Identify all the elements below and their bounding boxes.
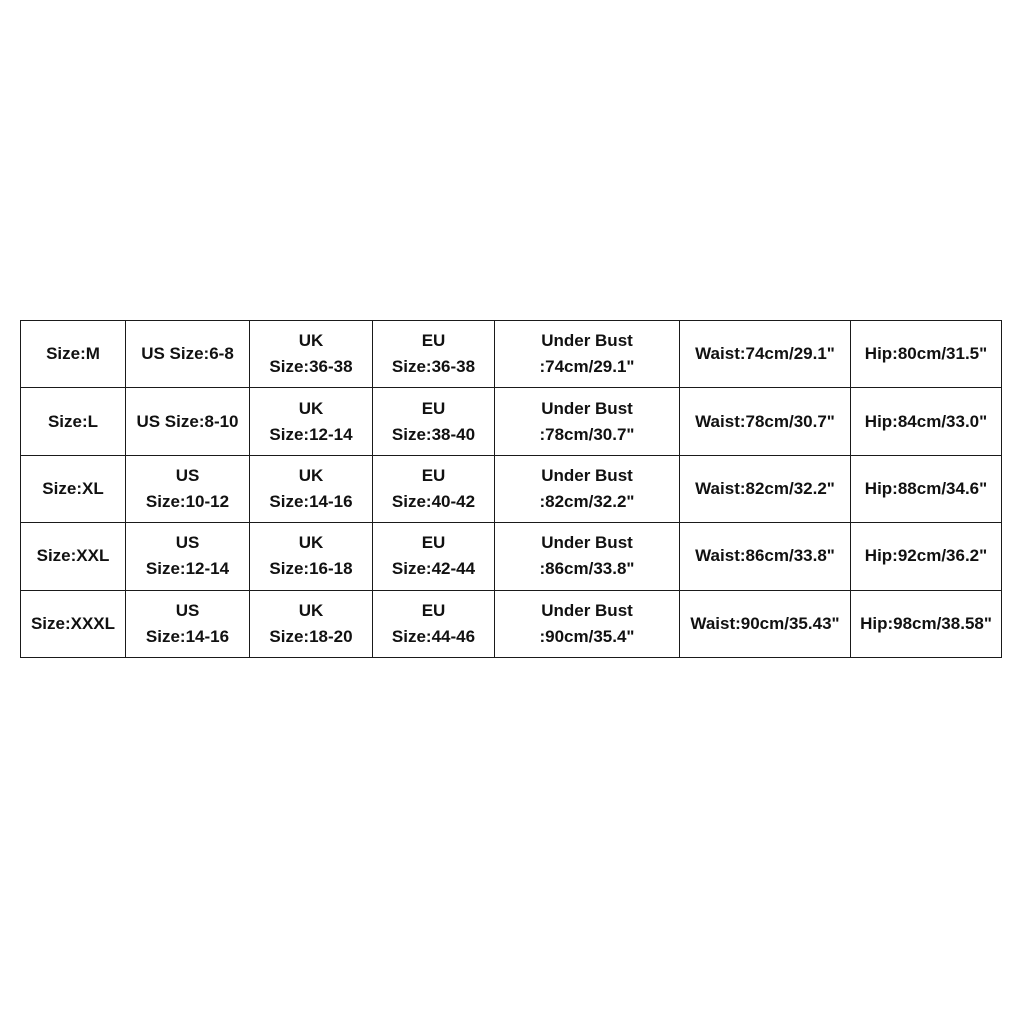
uk-size-cell-line: Size:14-16 (269, 491, 353, 511)
us-size-cell-line: Size:14-16 (145, 626, 230, 646)
us-size-cell-line: US Size:8-10 (136, 411, 239, 431)
us-size-cell-line: US (175, 600, 200, 620)
us-size-cell (126, 388, 250, 455)
us-size-cell-line: US (175, 533, 200, 553)
uk-size-cell (250, 590, 373, 657)
uk-size-cell-line: Size:12-14 (269, 424, 353, 444)
size-cell (21, 590, 126, 657)
hip-cell (851, 388, 1002, 455)
eu-size-cell (373, 523, 495, 590)
eu-size-cell-line: Size:44-46 (391, 626, 476, 646)
under-bust-cell-line: Under Bust (541, 398, 633, 418)
waist-cell-text: Waist:82cm/32.2" (695, 478, 835, 498)
under-bust-cell-line: :74cm/29.1" (539, 357, 635, 377)
us-size-cell-line: US Size:6-8 (141, 344, 234, 364)
table-row (21, 321, 1002, 388)
table-row (21, 523, 1002, 590)
size-cell-text: Size:M (46, 344, 100, 364)
hip-cell-text: Hip:80cm/31.5" (864, 344, 988, 364)
us-size-cell-line: US (175, 465, 200, 485)
under-bust-cell-line: Under Bust (541, 331, 633, 351)
eu-size-cell-line: Size:42-44 (391, 559, 476, 579)
waist-cell (680, 523, 851, 590)
eu-size-cell-line: EU (421, 331, 446, 351)
under-bust-cell-line: :86cm/33.8" (539, 559, 635, 579)
waist-cell-text: Waist:74cm/29.1" (695, 344, 835, 364)
uk-size-cell-line: UK (298, 465, 324, 485)
eu-size-cell (373, 321, 495, 388)
us-size-cell (126, 455, 250, 522)
table-row (21, 590, 1002, 657)
size-chart-table (20, 320, 1002, 658)
under-bust-cell (495, 455, 680, 522)
under-bust-cell-line: Under Bust (541, 465, 633, 485)
size-cell (21, 388, 126, 455)
hip-cell-text: Hip:88cm/34.6" (864, 478, 988, 498)
eu-size-cell-line: EU (421, 600, 446, 620)
us-size-cell-line: Size:10-12 (145, 491, 230, 511)
uk-size-cell-line: UK (298, 533, 324, 553)
under-bust-cell-line: Under Bust (541, 600, 633, 620)
eu-size-cell (373, 388, 495, 455)
eu-size-cell-line: Size:36-38 (391, 357, 476, 377)
size-chart-body (21, 321, 1002, 658)
waist-cell-text: Waist:90cm/35.43" (690, 613, 840, 633)
uk-size-cell (250, 321, 373, 388)
uk-size-cell-line: Size:18-20 (269, 626, 353, 646)
eu-size-cell-line: EU (421, 533, 446, 553)
us-size-cell (126, 523, 250, 590)
eu-size-cell (373, 590, 495, 657)
hip-cell (851, 321, 1002, 388)
table-row (21, 455, 1002, 522)
size-cell-text: Size:L (47, 411, 99, 431)
under-bust-cell-line: :90cm/35.4" (539, 626, 635, 646)
eu-size-cell-line: EU (421, 398, 446, 418)
hip-cell (851, 590, 1002, 657)
under-bust-cell-line: Under Bust (541, 533, 633, 553)
us-size-cell (126, 321, 250, 388)
under-bust-cell (495, 590, 680, 657)
under-bust-cell-line: :82cm/32.2" (539, 491, 635, 511)
waist-cell (680, 388, 851, 455)
waist-cell (680, 590, 851, 657)
eu-size-cell (373, 455, 495, 522)
hip-cell (851, 455, 1002, 522)
hip-cell-text: Hip:84cm/33.0" (864, 411, 988, 431)
under-bust-cell (495, 321, 680, 388)
uk-size-cell-line: UK (298, 331, 324, 351)
uk-size-cell-line: UK (298, 398, 324, 418)
waist-cell-text: Waist:78cm/30.7" (695, 411, 835, 431)
size-cell (21, 523, 126, 590)
size-cell-text: Size:XL (42, 478, 104, 498)
hip-cell-text: Hip:98cm/38.58" (860, 613, 992, 633)
eu-size-cell-line: Size:40-42 (391, 491, 476, 511)
size-cell-text: Size:XXL (36, 546, 110, 566)
uk-size-cell-line: UK (298, 600, 324, 620)
us-size-cell-line: Size:12-14 (145, 559, 230, 579)
uk-size-cell-line: Size:36-38 (269, 357, 353, 377)
under-bust-cell-line: :78cm/30.7" (539, 424, 635, 444)
eu-size-cell-line: Size:38-40 (391, 424, 476, 444)
uk-size-cell (250, 455, 373, 522)
uk-size-cell-line: Size:16-18 (269, 559, 353, 579)
us-size-cell (126, 590, 250, 657)
size-cell (21, 455, 126, 522)
waist-cell-text: Waist:86cm/33.8" (695, 546, 835, 566)
size-cell-text: Size:XXXL (30, 613, 116, 633)
eu-size-cell-line: EU (421, 465, 446, 485)
uk-size-cell (250, 523, 373, 590)
under-bust-cell (495, 388, 680, 455)
under-bust-cell (495, 523, 680, 590)
size-cell (21, 321, 126, 388)
waist-cell (680, 321, 851, 388)
uk-size-cell (250, 388, 373, 455)
table-row (21, 388, 1002, 455)
hip-cell (851, 523, 1002, 590)
hip-cell-text: Hip:92cm/36.2" (864, 546, 988, 566)
waist-cell (680, 455, 851, 522)
